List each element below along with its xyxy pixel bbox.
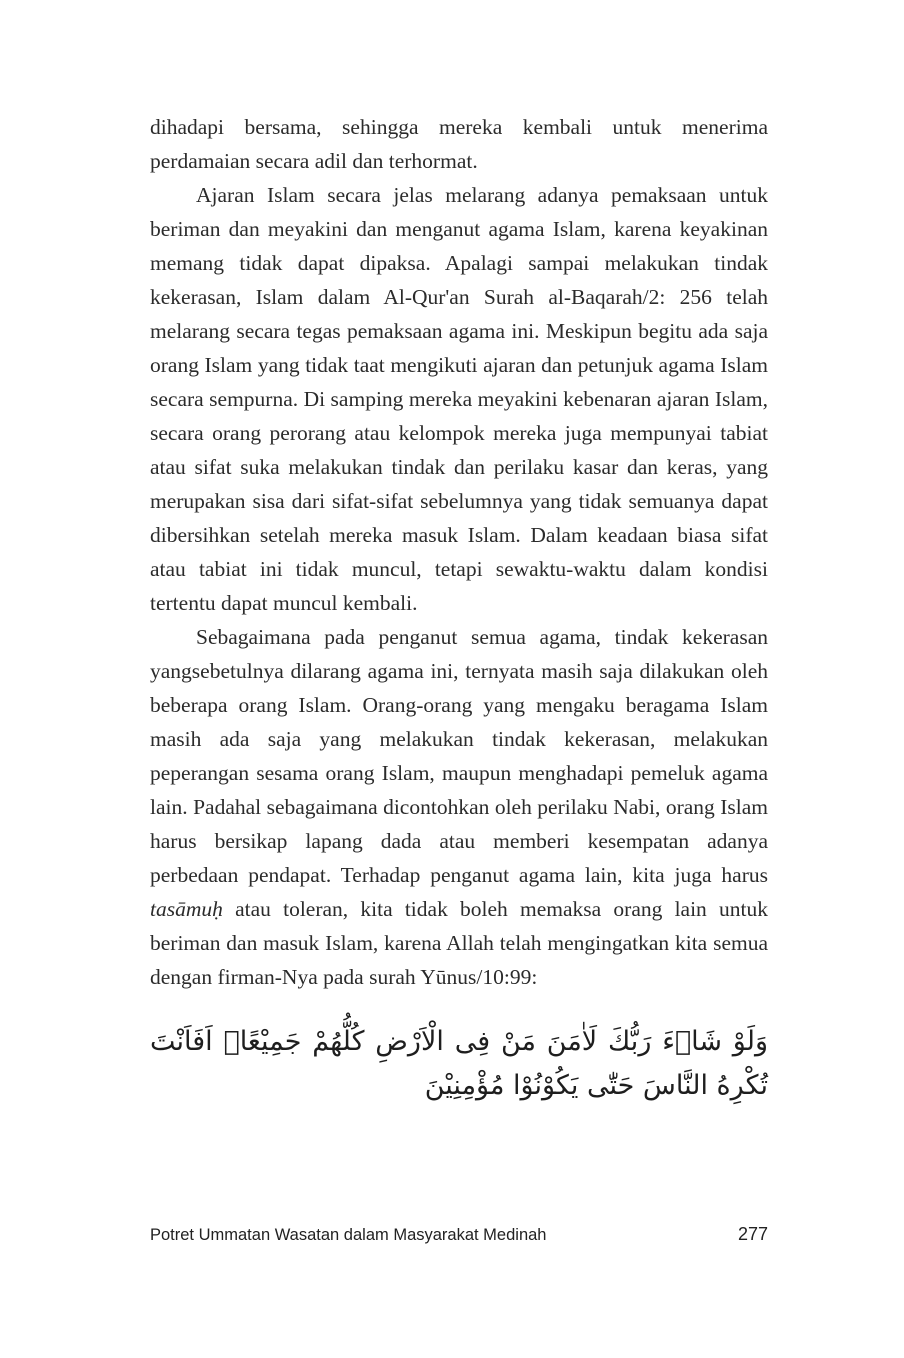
arabic-verse: وَلَوْ شَاۤءَ رَبُّكَ لَاٰمَنَ مَنْ فِى الْاَرْضِ كُلُّهُمْ جَمِيْعًاۗ اَفَاَنْتَ تُكْرِهُ النَّاسَ حَتّٰى يَكُوْنُوْا مُؤْمِنِيْنَ [150,1026,768,1101]
page-content [150,110,768,1108]
paragraph-1: dihadapi bersama, sehingga mereka kembali untuk menerima perdamaian secara adil dan terhormat. [150,115,768,173]
page-footer [150,1224,768,1245]
italic-term: tasāmuḥ [150,897,223,921]
paragraph-3 [150,620,768,994]
paragraph-2: Ajaran Islam secara jelas melarang adanya pemaksaan untuk beriman dan meyakini dan menganut agama Islam, karena keyakinan memang tidak dapat dipaksa. Apalagi sampai melakukan tindak kekerasan, Islam dalam Al-Qur'an Surah al-Baqarah/2: 256 telah melarang secara tegas pemaksaan agama ini. Meskipun begitu ada saja orang Islam yang tidak taat mengikuti ajaran dan petunjuk agama Islam secara sempurna. Di samping mereka meyakini kebenaran ajaran Islam, secara orang perorang atau kelompok mereka juga mempunyai tabiat atau sifat suka melakukan tindak dan perilaku kasar dan keras, yang merupakan sisa dari sifat-sifat sebelumnya yang tidak semuanya dapat dibersihkan setelah mereka masuk Islam. Dalam keadaan biasa sifat atau tabiat ini tidak muncul, tetapi sewaktu-waktu dalam kondisi tertentu dapat muncul kembali. [150,183,768,615]
page-number: 277 [737,1224,768,1244]
paragraph-3-text-after: atau toleran, kita tidak boleh memaksa orang lain untuk beriman dan masuk Islam, karena Allah telah mengingatkan kita semua dengan firman-Nya pada surah Yūnus/10:99: [150,897,768,989]
footer-book-title: Potret Ummatan Wasatan dalam Masyarakat Medinah [150,1226,547,1244]
paragraph-3-text-before: Sebagaimana pada penganut semua agama, tindak kekerasan yangsebetulnya dilarang agama ini, ternyata masih saja dilakukan oleh beberapa orang Islam. Orang-orang yang mengaku beragama Islam masih ada saja yang melakukan tindak kekerasan, melakukan peperangan sesama orang Islam, maupun menghadapi pemeluk agama lain. Padahal sebagaimana dicontohkan oleh perilaku Nabi, orang Islam harus bersikap lapang dada atau memberi kesempatan adanya perbedaan pendapat. Terhadap penganut agama lain, kita juga harus [150,625,768,887]
body-text [150,110,768,994]
